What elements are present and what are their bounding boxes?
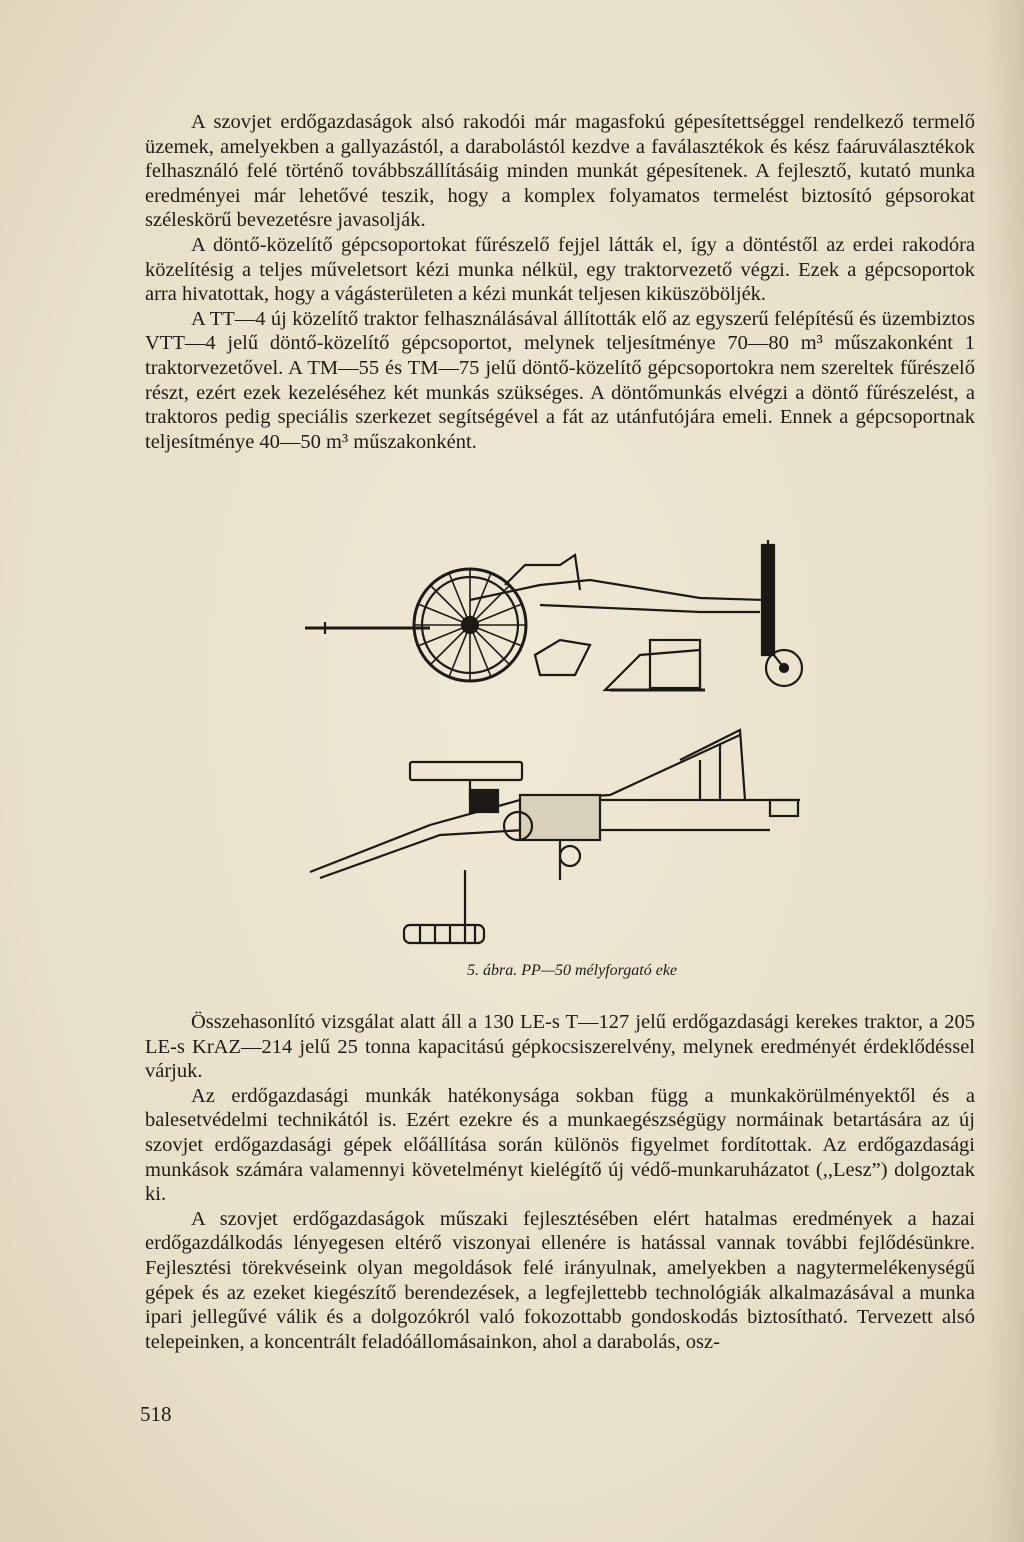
paragraph-2: A döntő-közelítő gépcsoportokat fűrészelő fejjel látták el, így a döntéstől az erdei rakodóra közelítésig a teljes műveletsort kézi munka nélkül, egy traktorvezető végzi. Ezek a gépcsoportok arra hivatottak, hogy a vágásterületen a kézi munkát teljesen kiküszöböljék.	[145, 233, 975, 306]
plow-side-view	[305, 540, 802, 690]
paragraph-6: A szovjet erdőgazdaságok műszaki fejlesztésében elért hatalmas eredmények a hazai erdőgazdálkodás lényegesen eltérő viszonyai ellenére is hatással vannak további fejlődésünkre. Fejlesztési törekvéseink olyan megoldások felé irányulnak, amelyekben a nagytermelékenységű gépek és az ezeket kiegészítő berendezések, a legfejlettebb technológiák alkalmazásával a munka ipari jellegűvé válik és a dolgozókról való fokozottabb gondoskodás biztosítható. Tervezett alsó telepeinken, a koncentrált feladóállomásainkon, ahol a darabolás, osz-	[145, 1207, 975, 1353]
page-number: 518	[140, 1402, 172, 1426]
figure-caption: 5. ábra. PP—50 mélyforgató eke	[466, 962, 678, 979]
bottom-text-block	[145, 1010, 975, 1354]
paragraph-4: Összehasonlító vizsgálat alatt áll a 130 LE-s T—127 jelű erdőgazdasági kerekes traktor, a 205 LE-s KrAZ—214 jelű 25 tonna kapacitású gépkocsiszerelvény, melynek eredményét érdeklődéssel várjuk.	[145, 1011, 975, 1083]
plow-top-view	[310, 730, 800, 943]
paragraph-3: A TT—4 új közelítő traktor felhasználásával állították elő az egyszerű felépítésű és üzembiztos VTT—4 jelű döntő-közelítő gépcsoportot, melynek teljesítménye 70—80 m³ műszakonként 1 traktorvezetővel. A TM—55 és TM—75 jelű döntő-közelítő gépcsoportokra nem szereltek fűrészelő részt, ezért ezek kezeléséhez két munkás szükséges. A döntőmunkás elvégzi a döntő fűrészelést, a traktoros pedig speciális szerkezet segítségével a fát az utánfutójára emeli. Ennek a gépcsoportnak teljesítménye 40—50 m³ műszakonként.	[145, 307, 975, 453]
paragraph-5: Az erdőgazdasági munkák hatékonysága sokban függ a munkakörülményektől és a balesetvédelmi technikától is. Ezért ezekre és a munkaegészségügy normáinak betartására az új szovjet erdőgazdasági gépek előállítása során különös figyelmet fordítottak. Az erdőgazdasági munkások számára valamennyi követelményt kielégítő új védő-munkaruházatot (,,Lesz”) dolgoztak ki.	[145, 1084, 975, 1206]
paragraph-1: A szovjet erdőgazdaságok alsó rakodói már magasfokú gépesítettséggel rendelkező termelő üzemek, amelyekben a gallyazástól, a darabolástól kezdve a faválasztékok és kész faáruválasztékok felhasználó felé történő továbbszállításáig minden munkát gépesítenek. A fejlesztő, kutató munka eredményei már lehetővé teszik, hogy a komplex folyamatos termelést biztosító gépsorokat széleskörű bevezetésre javasolják.	[145, 111, 975, 232]
